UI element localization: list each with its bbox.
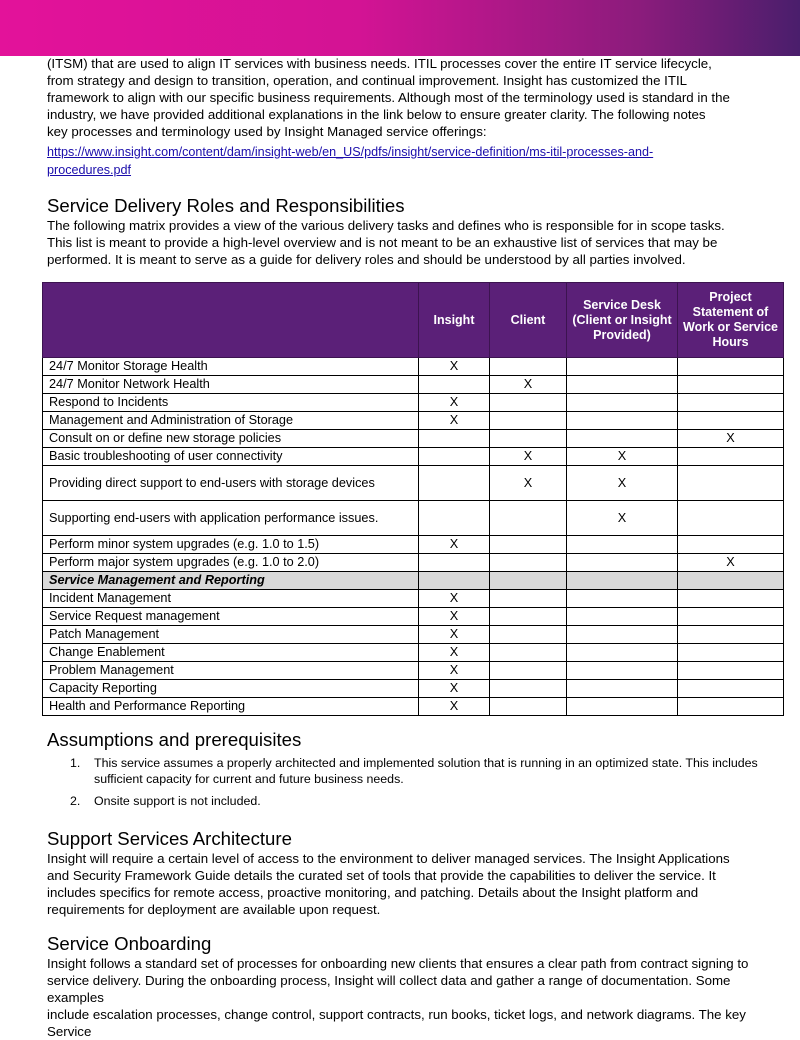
responsibility-mark <box>567 358 678 376</box>
matrix-row <box>43 608 784 626</box>
delivery-line: The following matrix provides a view of the various delivery tasks and defines who is responsible for in scope tasks. <box>47 218 725 233</box>
onboarding-paragraph <box>47 955 787 1040</box>
intro-line: industry, we have provided additional explanations in the link below to ensure greater clarity. The following notes <box>47 107 706 122</box>
responsibility-mark <box>567 412 678 430</box>
assumptions-list <box>47 755 777 815</box>
header-gradient-bar <box>0 0 800 56</box>
matrix-row <box>43 626 784 644</box>
responsibility-mark <box>567 394 678 412</box>
responsibility-mark <box>567 626 678 644</box>
intro-paragraph <box>47 55 787 140</box>
responsibility-mark: X <box>419 644 490 662</box>
matrix-row <box>43 376 784 394</box>
responsibility-mark: X <box>419 608 490 626</box>
responsibility-mark <box>490 626 567 644</box>
responsibility-mark <box>490 590 567 608</box>
responsibility-mark <box>567 662 678 680</box>
responsibility-mark <box>678 466 784 501</box>
responsibility-mark <box>678 680 784 698</box>
matrix-row <box>43 430 784 448</box>
matrix-section-row <box>43 572 784 590</box>
responsibility-mark <box>678 448 784 466</box>
responsibility-mark <box>419 554 490 572</box>
itil-link[interactable] <box>47 145 653 177</box>
assumptions-heading: Assumptions and prerequisites <box>47 729 302 750</box>
responsibility-mark <box>567 554 678 572</box>
task-cell: Health and Performance Reporting <box>43 698 419 716</box>
responsibility-mark: X <box>419 590 490 608</box>
responsibility-mark <box>678 626 784 644</box>
responsibility-mark <box>678 412 784 430</box>
responsibility-mark: X <box>678 430 784 448</box>
responsibility-mark: X <box>678 554 784 572</box>
responsibility-mark <box>490 608 567 626</box>
responsibility-mark <box>490 412 567 430</box>
responsibility-mark <box>567 644 678 662</box>
matrix-row <box>43 394 784 412</box>
task-cell: Problem Management <box>43 662 419 680</box>
header-project-sow: Project Statement of Work or Service Hours <box>678 283 784 358</box>
task-cell: Service Management and Reporting <box>43 572 419 590</box>
matrix-row <box>43 590 784 608</box>
responsibility-mark <box>678 358 784 376</box>
matrix-row <box>43 662 784 680</box>
responsibility-mark <box>567 376 678 394</box>
responsibility-mark: X <box>419 536 490 554</box>
header-task <box>43 283 419 358</box>
responsibility-mark <box>490 680 567 698</box>
intro-line: framework to align with our specific business requirements. Although most of the terminology used is standard in the <box>47 90 730 105</box>
responsibility-mark: X <box>567 466 678 501</box>
responsibility-mark <box>567 572 678 590</box>
responsibility-mark <box>567 608 678 626</box>
responsibility-mark <box>490 554 567 572</box>
matrix-row <box>43 536 784 554</box>
responsibility-mark <box>678 572 784 590</box>
task-cell: Basic troubleshooting of user connectivity <box>43 448 419 466</box>
responsibility-mark <box>678 590 784 608</box>
task-cell: Incident Management <box>43 590 419 608</box>
onboarding-line: service delivery. During the onboarding process, Insight will collect data and gather a range of documentation. Some examples <box>47 973 731 1005</box>
responsibility-mark <box>419 430 490 448</box>
responsibility-mark: X <box>490 448 567 466</box>
responsibility-mark <box>419 501 490 536</box>
responsibility-mark <box>490 501 567 536</box>
responsibility-mark <box>419 448 490 466</box>
responsibility-mark <box>419 466 490 501</box>
support-paragraph <box>47 850 787 918</box>
matrix-row <box>43 412 784 430</box>
intro-section <box>47 55 787 268</box>
responsibility-mark <box>490 536 567 554</box>
task-cell: Perform minor system upgrades (e.g. 1.0 to 1.5) <box>43 536 419 554</box>
task-cell: Service Request management <box>43 608 419 626</box>
support-line: includes specifics for remote access, proactive monitoring, and patching. Details about the Insight platform and <box>47 885 699 900</box>
header-insight: Insight <box>419 283 490 358</box>
matrix-row <box>43 698 784 716</box>
link-line[interactable]: https://www.insight.com/content/dam/insight-web/en_US/pdfs/insight/service-definition/ms-itil-processes-and- <box>47 145 654 159</box>
task-cell: Management and Administration of Storage <box>43 412 419 430</box>
task-cell: 24/7 Monitor Storage Health <box>43 358 419 376</box>
responsibility-mark <box>678 376 784 394</box>
responsibility-mark <box>567 680 678 698</box>
onboarding-line: include escalation processes, change control, support contracts, run books, ticket logs, and network diagrams. The key Service <box>47 1007 746 1039</box>
support-line: and Security Framework Guide details the curated set of tools that provide the capabilities to deliver the service. It <box>47 868 716 883</box>
task-cell: Change Enablement <box>43 644 419 662</box>
task-cell: Supporting end-users with application performance issues. <box>43 501 419 536</box>
header-service-desk: Service Desk (Client or Insight Provided) <box>567 283 678 358</box>
task-cell: Providing direct support to end-users with storage devices <box>43 466 419 501</box>
matrix-row <box>43 466 784 501</box>
responsibility-mark: X <box>567 448 678 466</box>
task-cell: Capacity Reporting <box>43 680 419 698</box>
responsibility-mark <box>490 430 567 448</box>
responsibility-mark <box>490 644 567 662</box>
matrix-row <box>43 448 784 466</box>
responsibility-mark: X <box>419 394 490 412</box>
intro-line: key processes and terminology used by Insight Managed service offerings: <box>47 124 487 139</box>
task-cell: Patch Management <box>43 626 419 644</box>
task-cell: 24/7 Monitor Network Health <box>43 376 419 394</box>
responsibility-mark <box>678 608 784 626</box>
responsibility-mark <box>678 698 784 716</box>
responsibility-mark <box>490 358 567 376</box>
responsibility-mark <box>419 376 490 394</box>
responsibility-mark <box>567 698 678 716</box>
matrix-body <box>43 358 784 716</box>
responsibility-mark: X <box>419 412 490 430</box>
delivery-line: This list is meant to provide a high-level overview and is not meant to be an exhaustive list of services that may be <box>47 235 718 250</box>
responsibility-mark <box>678 662 784 680</box>
task-cell: Consult on or define new storage policies <box>43 430 419 448</box>
header-client: Client <box>490 283 567 358</box>
delivery-line: performed. It is meant to serve as a guide for delivery roles and should be understood by all parties involved. <box>47 252 686 267</box>
matrix-header-row <box>43 283 784 358</box>
responsibility-mark <box>678 536 784 554</box>
responsibility-mark: X <box>419 626 490 644</box>
responsibility-mark <box>490 572 567 590</box>
responsibility-mark: X <box>567 501 678 536</box>
responsibility-mark: X <box>490 376 567 394</box>
matrix-row <box>43 554 784 572</box>
matrix-row <box>43 501 784 536</box>
responsibility-mark <box>678 394 784 412</box>
responsibility-mark: X <box>419 680 490 698</box>
support-heading: Support Services Architecture <box>47 828 292 849</box>
responsibility-mark <box>678 644 784 662</box>
responsibility-mark <box>490 394 567 412</box>
link-line[interactable]: procedures.pdf <box>47 163 132 177</box>
responsibility-mark <box>490 662 567 680</box>
delivery-heading: Service Delivery Roles and Responsibilities <box>47 195 405 216</box>
responsibility-mark: X <box>419 358 490 376</box>
matrix-row <box>43 358 784 376</box>
responsibility-mark <box>490 698 567 716</box>
delivery-paragraph <box>47 217 787 268</box>
responsibility-mark <box>567 536 678 554</box>
onboarding-line: Insight follows a standard set of processes for onboarding new clients that ensures a clear path from contract signing to <box>47 956 749 971</box>
responsibility-mark: X <box>490 466 567 501</box>
matrix-row <box>43 644 784 662</box>
list-number: 1. <box>70 756 81 770</box>
assumption-text: Onsite support is not included. <box>94 794 261 808</box>
task-cell: Respond to Incidents <box>43 394 419 412</box>
intro-line: (ITSM) that are used to align IT services with business needs. ITIL processes cover the entire IT service lifecycle, <box>47 56 712 71</box>
assumption-item <box>47 755 777 787</box>
intro-line: from strategy and design to transition, operation, and continual improvement. Insight has customized the ITIL <box>47 73 688 88</box>
onboarding-heading: Service Onboarding <box>47 933 212 954</box>
responsibility-matrix <box>42 282 784 716</box>
support-line: requirements for deployment are available upon request. <box>47 902 381 917</box>
list-number: 2. <box>70 794 81 808</box>
support-line: Insight will require a certain level of access to the environment to deliver managed services. The Insight Applications <box>47 851 730 866</box>
matrix-row <box>43 680 784 698</box>
assumption-item <box>47 793 777 809</box>
responsibility-mark: X <box>419 698 490 716</box>
responsibility-mark <box>419 572 490 590</box>
responsibility-mark <box>678 501 784 536</box>
task-cell: Perform major system upgrades (e.g. 1.0 to 2.0) <box>43 554 419 572</box>
responsibility-mark: X <box>419 662 490 680</box>
assumption-text: This service assumes a properly architected and implemented solution that is running in an optimized state. This includes sufficient capacity for current and future business needs. <box>94 756 758 786</box>
responsibility-mark <box>567 430 678 448</box>
responsibility-mark <box>567 590 678 608</box>
